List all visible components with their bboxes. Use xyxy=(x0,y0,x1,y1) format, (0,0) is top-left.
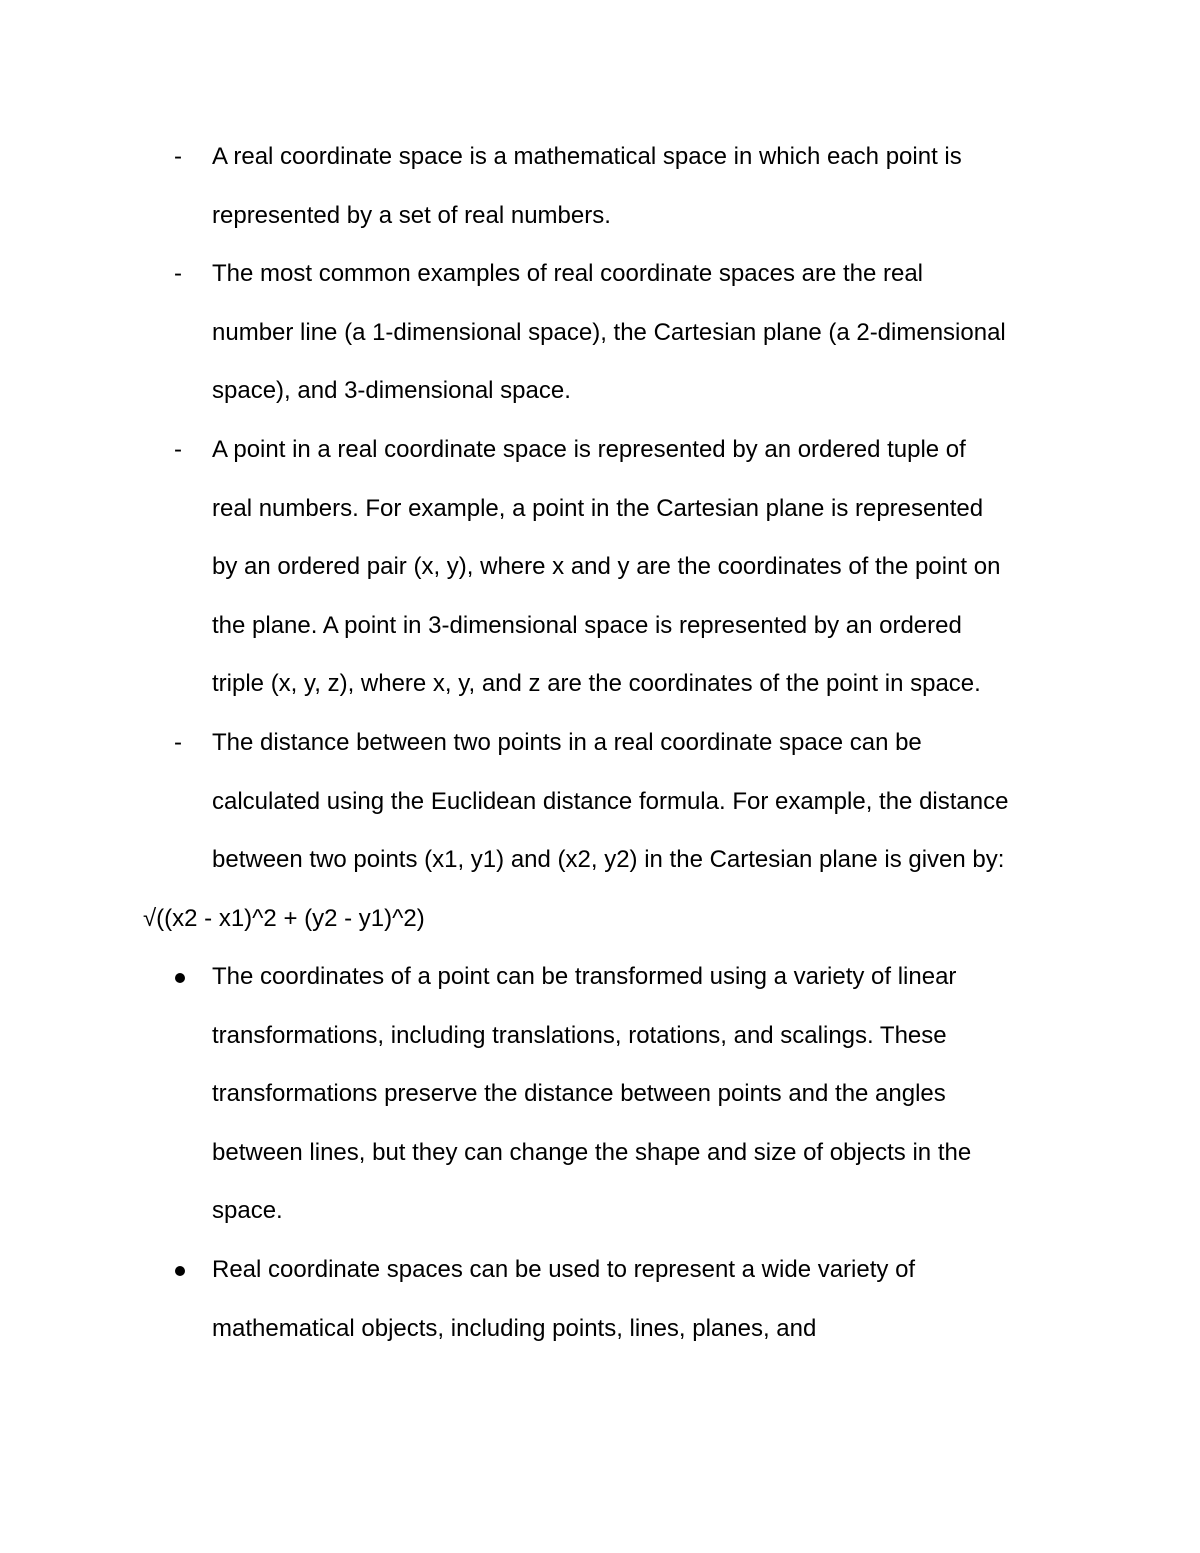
dash-marker: - xyxy=(174,436,182,463)
text-line: transformations, including translations, rotations, and scalings. These xyxy=(212,1021,947,1049)
text-line: number line (a 1-dimensional space), the Cartesian plane (a 2-dimensional xyxy=(212,318,1006,346)
list-item-text xyxy=(212,948,1082,1241)
text-line: by an ordered pair (x, y), where x and y are the coordinates of the point on xyxy=(212,553,1001,581)
text-line: Real coordinate spaces can be used to represent a wide variety of xyxy=(212,1256,916,1283)
bullet-icon xyxy=(175,973,185,983)
text-line: between two points (x1, y1) and (x2, y2) in the Cartesian plane is given by: xyxy=(212,846,1005,874)
list-item-text xyxy=(212,128,1082,245)
dash-marker: - xyxy=(174,143,182,170)
text-line: space. xyxy=(212,1197,283,1225)
text-line: A real coordinate space is a mathematical space in which each point is xyxy=(212,143,962,170)
text-line: The distance between two points in a real coordinate space can be xyxy=(212,729,922,756)
text-line: mathematical objects, including points, lines, planes, and xyxy=(212,1314,817,1342)
text-line: calculated using the Euclidean distance formula. For example, the distance xyxy=(212,787,1009,815)
text-line: A point in a real coordinate space is represented by an ordered tuple of xyxy=(212,436,966,463)
text-line: The coordinates of a point can be transformed using a variety of linear xyxy=(212,963,957,990)
list-item-text xyxy=(212,1241,1082,1358)
text-line: real numbers. For example, a point in the Cartesian plane is represented xyxy=(212,494,984,522)
list-item-text xyxy=(212,714,1082,890)
text-line: represented by a set of real numbers. xyxy=(212,201,611,229)
dash-marker: - xyxy=(174,260,182,287)
text-line: The most common examples of real coordinate spaces are the real xyxy=(212,260,924,287)
bullet-icon xyxy=(175,1266,185,1276)
text-line: triple (x, y, z), where x, y, and z are the coordinates of the point in space. xyxy=(212,670,981,698)
text-line: between lines, but they can change the shape and size of objects in the xyxy=(212,1138,972,1166)
text-line: transformations preserve the distance between points and the angles xyxy=(212,1080,946,1108)
list-item-text xyxy=(212,245,1082,421)
distance-formula: √((x2 - x1)^2 + (y2 - y1)^2) xyxy=(143,905,425,932)
list-item-text xyxy=(212,421,1082,714)
text-line: space), and 3-dimensional space. xyxy=(212,377,571,405)
dash-marker: - xyxy=(174,729,182,756)
text-line: the plane. A point in 3-dimensional space is represented by an ordered xyxy=(212,611,962,639)
